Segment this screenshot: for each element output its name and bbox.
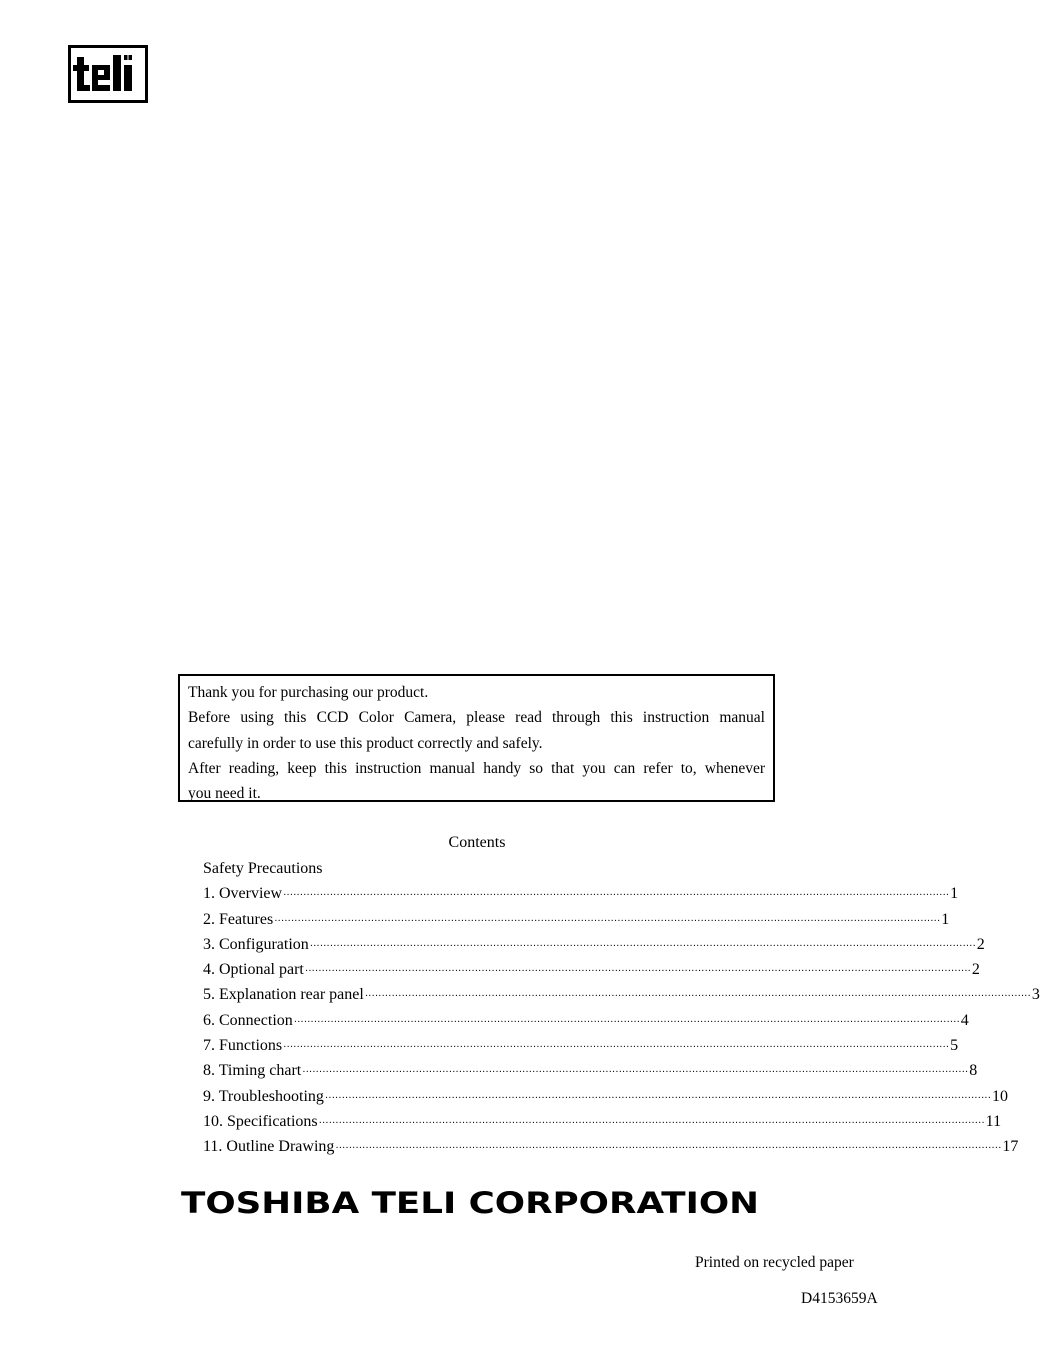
notice-line: After reading, keep this instruction manual handy so that you can refer to, whenever — [188, 759, 765, 777]
toc-leader-dots: ········································································································································································································ — [283, 890, 950, 902]
toc-item-label: 1. Overview — [203, 885, 283, 903]
notice-line: Thank you for purchasing our product. — [188, 684, 429, 701]
toc-item — [203, 881, 959, 906]
toc-item — [203, 1033, 959, 1058]
toc-item — [203, 932, 985, 957]
toc-item-label: 9. Troubleshooting — [203, 1087, 324, 1105]
toc-item-label: 7. Functions — [203, 1037, 283, 1055]
toc-item — [203, 982, 1040, 1007]
toshiba-teli-corporation-logo — [181, 1188, 761, 1218]
toc-item-page-number: 1 — [950, 885, 959, 903]
toc-item-page-number: 2 — [971, 961, 980, 979]
notice-line: carefully in order to use this product correctly and safely. — [188, 734, 543, 752]
contents-title: Contents — [448, 834, 506, 851]
toc-leader-dots: ········································································································································································································ — [318, 1117, 985, 1129]
toc-leader-dots: ········································································································································································································ — [293, 1016, 960, 1028]
toc-item-page-number: 8 — [969, 1062, 978, 1080]
toc-item-page-number: 10 — [991, 1087, 1008, 1105]
teli-logo — [68, 45, 148, 103]
toc-item-page-number: 11 — [985, 1112, 1002, 1130]
toc-item-page-number: 1 — [941, 910, 950, 928]
toc-item-page-number: 3 — [1031, 986, 1040, 1004]
toc-leader-dots: ········································································································································································································ — [302, 1067, 969, 1079]
toc-items — [203, 881, 1040, 1159]
toc-item-page-number: 5 — [950, 1037, 959, 1055]
notice-box — [178, 674, 775, 802]
toc-heading-safety-precautions: Safety Precautions — [203, 860, 323, 877]
toc-leader-dots: ········································································································································································································ — [364, 991, 1031, 1003]
corporation-name: TOSHIBA TELI CORPORATION — [181, 1186, 759, 1220]
toc-item — [203, 1134, 1019, 1159]
toc-item-page-number: 4 — [960, 1011, 969, 1029]
toc-leader-dots: ········································································································································································································ — [335, 1143, 1002, 1155]
toc-item — [203, 907, 950, 932]
toc-item — [203, 1058, 978, 1083]
toc-item-label: 11. Outline Drawing — [203, 1138, 335, 1156]
toc-item-label: 5. Explanation rear panel — [203, 986, 364, 1004]
toc-item-label: 10. Specifications — [203, 1112, 318, 1130]
toc-item-label: 6. Connection — [203, 1011, 293, 1029]
toc-item — [203, 1109, 1002, 1134]
toc-leader-dots: ········································································································································································································ — [304, 966, 971, 978]
toc-leader-dots: ········································································································································································································ — [274, 915, 941, 927]
notice-line: Before using this CCD Color Camera, please read through this instruction manual — [188, 709, 765, 727]
toc-item-label: 2. Features — [203, 910, 274, 928]
toc-item-label: 3. Configuration — [203, 935, 309, 953]
recycled-paper-note: Printed on recycled paper — [695, 1254, 854, 1271]
toc-item-page-number: 2 — [976, 935, 985, 953]
document-number: D4153659A — [801, 1290, 878, 1307]
toc-leader-dots: ········································································································································································································ — [283, 1042, 950, 1054]
toc-item — [203, 1084, 1008, 1109]
toc-item-page-number: 17 — [1002, 1138, 1019, 1156]
notice-line: you need it. — [188, 785, 261, 803]
toc-leader-dots: ········································································································································································································ — [309, 940, 976, 952]
toc-leader-dots: ········································································································································································································ — [324, 1092, 991, 1104]
table-of-contents — [203, 856, 1040, 1160]
toc-item-label: 4. Optional part — [203, 961, 304, 979]
toc-item — [203, 1008, 969, 1033]
toc-item — [203, 957, 980, 982]
toc-item-label: 8. Timing chart — [203, 1062, 302, 1080]
